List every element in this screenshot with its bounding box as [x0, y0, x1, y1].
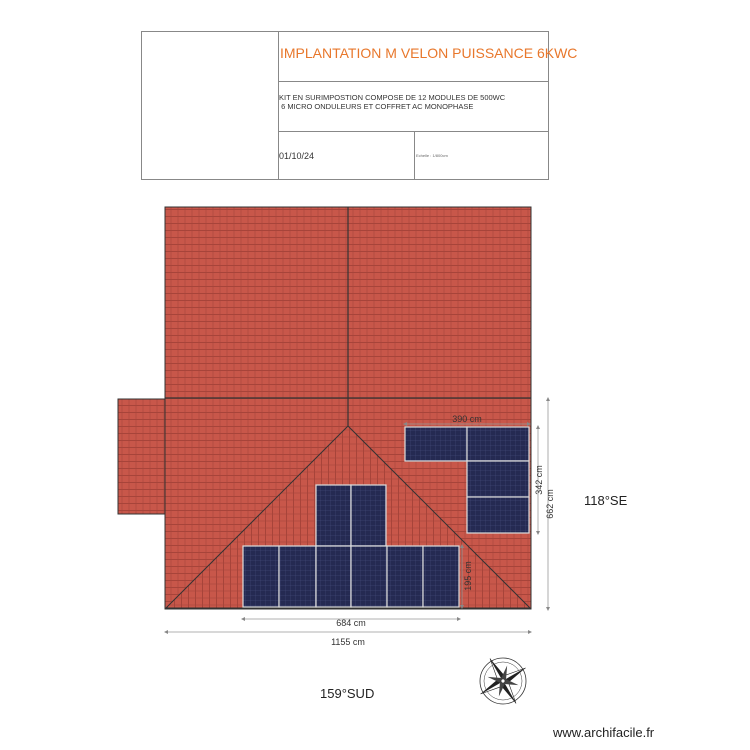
dim-right-roof-height: 662 cm: [545, 489, 555, 519]
solar-panel: [351, 546, 387, 607]
solar-panel: [405, 427, 467, 461]
plan-date: 01/10/24: [279, 151, 315, 161]
dim-right-array-height: 342 cm: [534, 465, 544, 495]
roof-section-top-right: [348, 207, 531, 398]
roof-section-top-left: [165, 207, 348, 398]
solar-panel: [387, 546, 423, 607]
compass-rose-icon: [467, 645, 538, 716]
solar-panel: [279, 546, 316, 607]
solar-panel: [351, 485, 386, 546]
orientation-south: 159°SUD: [320, 686, 375, 701]
dim-total-width: 1155 cm: [331, 637, 365, 647]
dim-bottom-array-height: 195 cm: [463, 561, 473, 591]
watermark: www.archifacile.fr: [553, 725, 655, 740]
dim-bottom-array-width: 684 cm: [336, 618, 366, 628]
plan-title: IMPLANTATION M VELON PUISSANCE 6KWC: [280, 45, 578, 61]
solar-panel: [316, 546, 351, 607]
solar-panel: [243, 546, 279, 607]
solar-panel: [467, 427, 529, 461]
plan-description: KIT EN SURIMPOSTION COMPOSE DE 12 MODULES DE 500WC 6 MICRO ONDULEURS ET COFFRET AC MONOPHASE: [279, 93, 506, 111]
solar-panel: [467, 497, 529, 533]
plan-scale: Echelle : 1/800cm: [416, 153, 448, 158]
roof-annex: [118, 399, 165, 514]
solar-panel: [423, 546, 459, 607]
dim-top-array-width: 390 cm: [452, 414, 482, 424]
solar-panel: [467, 461, 529, 497]
solar-panel: [316, 485, 351, 546]
orientation-east: 118°SE: [584, 493, 628, 508]
